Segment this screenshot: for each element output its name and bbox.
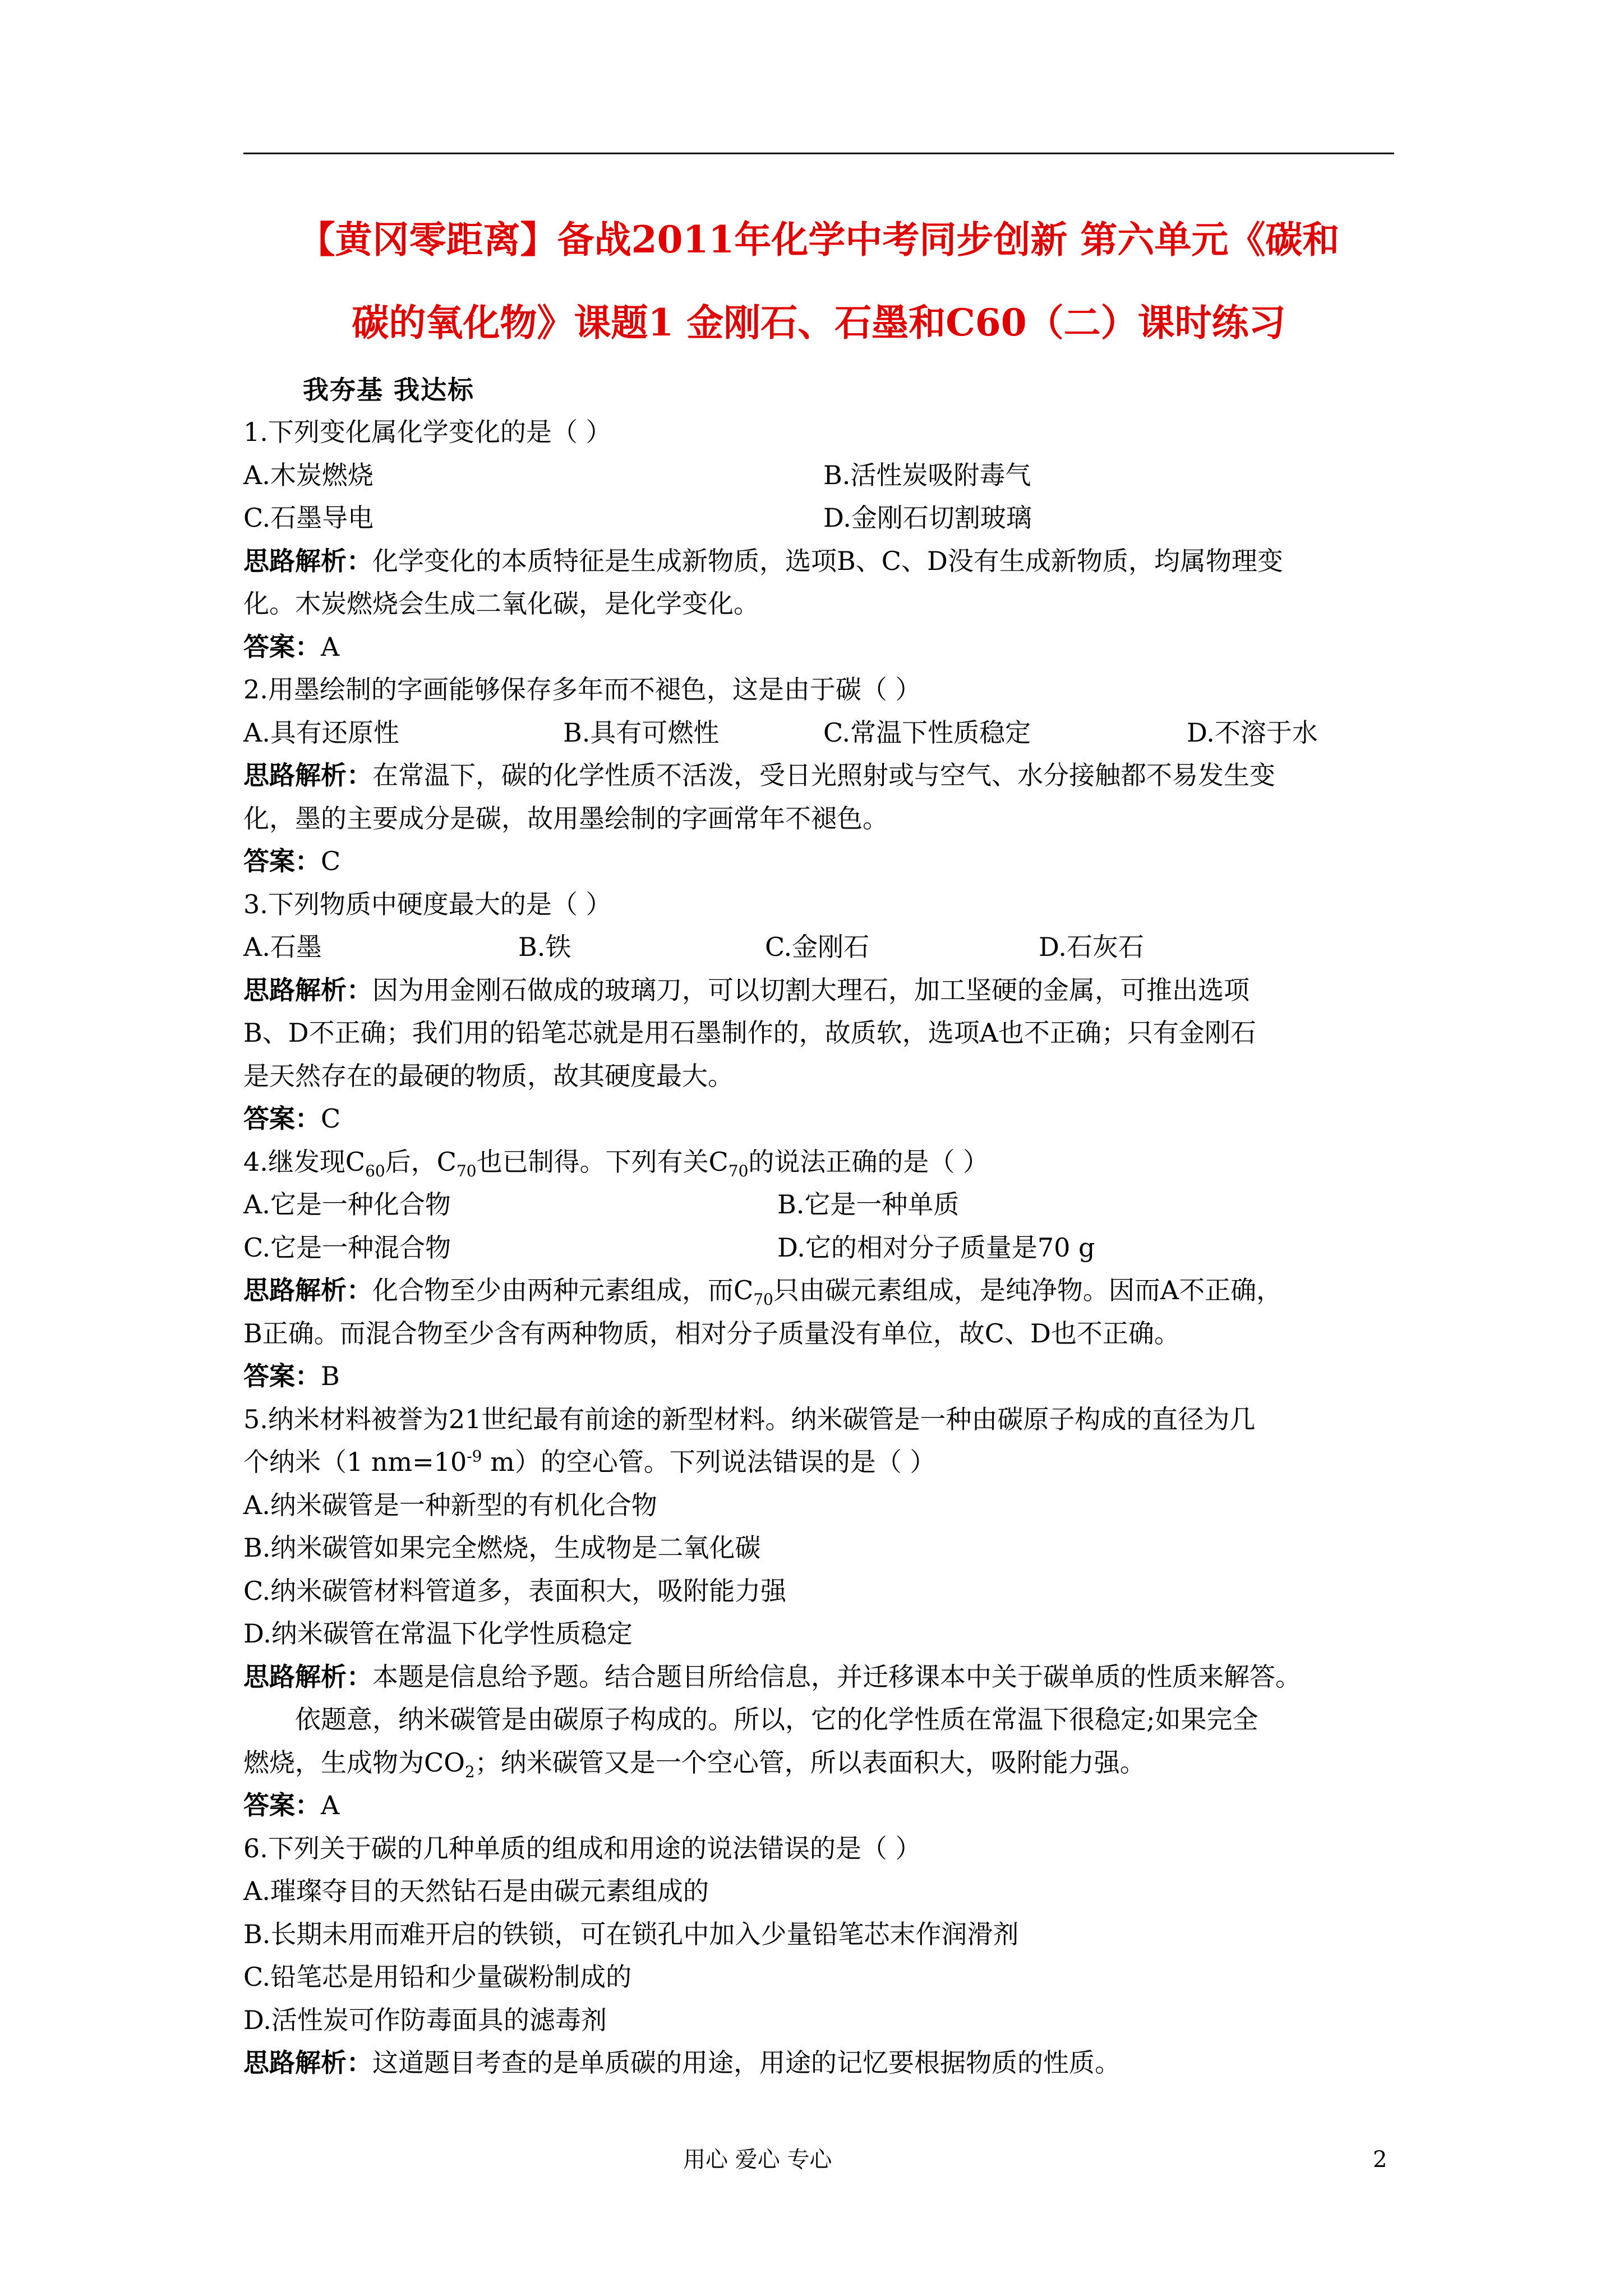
section-title: 我夯基 我达标 [303, 375, 475, 405]
q4-analysis-text-1a: 化合物至少由两种元素组成，而C [372, 1275, 754, 1305]
q4-answer [243, 1355, 1394, 1398]
footer-slogan: 用心 爱心 专心 [683, 2147, 832, 2173]
q5-stem-part: 个纳米（1 nm=10 [243, 1447, 467, 1477]
q1-options-row2 [243, 496, 1394, 540]
q4-stem [243, 1140, 1394, 1184]
q5-analysis [243, 1655, 1394, 1699]
q6-option-d: D.活性炭可作防毒面具的滤毒剂 [243, 2004, 607, 2035]
q6-option-c: C.铅笔芯是用铅和少量碳粉制成的 [243, 1962, 632, 1992]
q6-analysis-text-1: 这道题目考查的是单质碳的用途，用途的记忆要根据物质的性质。 [372, 2047, 1121, 2078]
q5-option-c: C.纳米碳管材料管道多，表面积大，吸附能力强 [243, 1575, 787, 1606]
analysis-label: 思路解析： [243, 545, 372, 576]
q2-option-a: A.具有还原性 [243, 717, 399, 748]
q2-stem: 2.用墨绘制的字画能够保存多年而不褪色，这是由于碳（ ） [243, 674, 921, 705]
q5-analysis-part: ；纳米碳管又是一个空心管，所以表面积大，吸附能力强。 [474, 1747, 1146, 1778]
analysis-label: 思路解析： [243, 2047, 372, 2078]
q5-stem-2 [243, 1441, 1394, 1484]
answer-label: 答案： [243, 1361, 321, 1391]
q4-option-b: B.它是一种单质 [777, 1189, 960, 1220]
q6-analysis [243, 2041, 1394, 2085]
analysis-label: 思路解析： [243, 1661, 372, 1692]
q2-analysis-text-1: 在常温下，碳的化学性质不活泼，受日光照射或与空气、水分接触都不易发生变 [372, 760, 1275, 790]
q2-option-d: D.不溶于水 [1187, 717, 1318, 748]
q4-analysis [243, 1269, 1394, 1312]
q6-option-a: A.璀璨夺目的天然钻石是由碳元素组成的 [243, 1876, 709, 1906]
q5-answer [243, 1784, 1394, 1827]
q4-subscript-70: 70 [753, 1290, 773, 1309]
q6-option-b: B.长期未用而难开启的铁锁，可在锁孔中加入少量铅笔芯末作润滑剂 [243, 1918, 1019, 1949]
q3-option-d: D.石灰石 [1039, 932, 1144, 962]
answer-label: 答案： [243, 846, 321, 876]
q4-stem-part: 4.继发现C [243, 1146, 366, 1177]
q4-option-c: C.它是一种混合物 [243, 1232, 451, 1263]
q5-subscript-2: 2 [464, 1762, 475, 1781]
q1-analysis-text-1: 化学变化的本质特征是生成新物质，选项B、C、D没有生成新物质，均属物理变 [372, 545, 1283, 576]
q5-option-b: B.纳米碳管如果完全燃烧，生成物是二氧化碳 [243, 1533, 761, 1563]
q1-stem: 1.下列变化属化学变化的是（ ） [243, 417, 612, 447]
q3-option-b: B.铁 [518, 932, 571, 962]
q1-option-a: A.木炭燃烧 [243, 459, 374, 490]
analysis-label: 思路解析： [243, 760, 372, 790]
q5-analysis-text-3 [243, 1741, 1394, 1784]
q5-answer-value: A [321, 1790, 340, 1820]
q3-analysis-text-3: 是天然存在的最硬的物质，故其硬度最大。 [243, 1060, 734, 1091]
q2-option-c: C.常温下性质稳定 [823, 717, 1031, 748]
q3-analysis-text-2: B、D不正确；我们用的铅笔芯就是用石墨制作的，故质软，选项A也不正确；只有金刚石 [243, 1018, 1256, 1048]
q3-option-c: C.金刚石 [765, 932, 870, 962]
q3-analysis-text-1: 因为用金刚石做成的玻璃刀，可以切割大理石，加工坚硬的金属，可推出选项 [372, 974, 1249, 1005]
q4-stem-part: 也已制得。下列有关C [476, 1146, 728, 1177]
q1-options-row1 [243, 454, 1394, 497]
q5-analysis-part: 燃烧，生成物为CO [243, 1747, 465, 1778]
q4-subscript-70: 70 [728, 1161, 749, 1180]
q5-stem-part: m）的空心管。下列说法错误的是（ ） [482, 1447, 936, 1477]
q3-stem: 3.下列物质中硬度最大的是（ ） [243, 889, 612, 919]
q5-analysis-text-1: 本题是信息给予题。结合题目所给信息，并迁移课本中关于碳单质的性质来解答。 [372, 1661, 1301, 1692]
q3-analysis [243, 969, 1394, 1012]
answer-label: 答案： [243, 1103, 321, 1134]
analysis-label: 思路解析： [243, 1275, 372, 1305]
q1-option-d: D.金刚石切割玻璃 [823, 503, 1032, 533]
q4-options-row1 [243, 1183, 1394, 1226]
q2-option-b: B.具有可燃性 [563, 717, 720, 748]
q4-stem-part: 的说法正确的是（ ） [748, 1146, 989, 1177]
q4-subscript-60: 60 [365, 1161, 385, 1180]
q4-analysis-text-2: B正确。而混合物至少含有两种物质，相对分子质量没有单位，故C、D也不正确。 [243, 1318, 1180, 1349]
q4-stem-part: 后，C [385, 1146, 457, 1177]
q5-option-a: A.纳米碳管是一种新型的有机化合物 [243, 1489, 657, 1520]
q4-option-d: D.它的相对分子质量是70 g [777, 1232, 1095, 1263]
q2-analysis [243, 754, 1394, 797]
exercise-body [243, 411, 1394, 2085]
q2-options [243, 711, 1394, 754]
q2-answer [243, 840, 1394, 883]
q4-option-a: A.它是一种化合物 [243, 1189, 451, 1220]
q5-superscript: -9 [467, 1447, 482, 1466]
q1-option-b: B.活性炭吸附毒气 [823, 459, 1031, 490]
q3-option-a: A.石墨 [243, 932, 322, 962]
q5-option-d: D.纳米碳管在常温下化学性质稳定 [243, 1618, 633, 1649]
q3-answer [243, 1097, 1394, 1140]
page-number: 2 [1373, 2147, 1387, 2173]
title-line-2: 碳的氧化物》课题1 金刚石、石墨和C60（二）课时练习 [352, 301, 1286, 344]
q2-analysis-text-2: 化，墨的主要成分是碳，故用墨绘制的字画常年不褪色。 [243, 803, 888, 834]
header-rule [243, 153, 1394, 154]
q4-analysis-text-1b: 只由碳元素组成，是纯净物。因而A不正确， [773, 1275, 1283, 1305]
q1-option-c: C.石墨导电 [243, 503, 374, 533]
q1-answer-value: A [321, 631, 340, 662]
q5-analysis-text-2: 依题意，纳米碳管是由碳原子构成的。所以，它的化学性质在常温下很稳定;如果完全 [295, 1704, 1258, 1734]
q4-answer-value: B [321, 1361, 340, 1391]
q1-analysis-text-2: 化。木炭燃烧会生成二氧化碳，是化学变化。 [243, 588, 759, 619]
analysis-label: 思路解析： [243, 974, 372, 1005]
q6-stem: 6.下列关于碳的几种单质的组成和用途的说法错误的是（ ） [243, 1833, 921, 1864]
q3-answer-value: C [321, 1103, 341, 1134]
q4-options-row2 [243, 1226, 1394, 1269]
q1-answer [243, 625, 1394, 669]
answer-label: 答案： [243, 631, 321, 662]
q2-answer-value: C [321, 846, 341, 876]
title-line-1: 【黄冈零距离】备战2011年化学中考同步创新 第六单元《碳和 [298, 218, 1340, 261]
q3-options [243, 926, 1394, 969]
q1-analysis [243, 540, 1394, 583]
q4-subscript-70: 70 [456, 1161, 477, 1180]
answer-label: 答案： [243, 1790, 321, 1820]
q5-stem-1: 5.纳米材料被誉为21世纪最有前途的新型材料。纳米碳管是一种由碳原子构成的直径为几 [243, 1404, 1256, 1434]
